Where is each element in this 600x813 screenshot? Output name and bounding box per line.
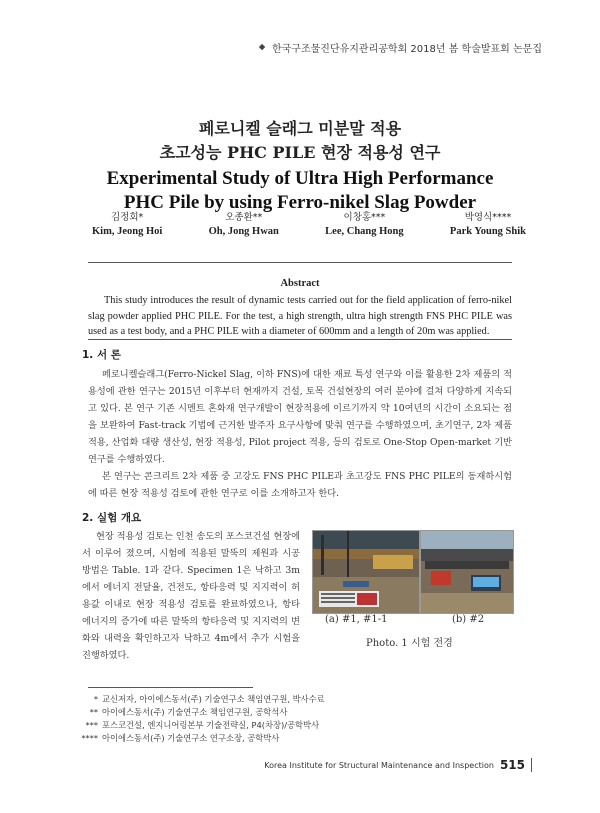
photo-title: Photo. 1 시험 전경 xyxy=(366,638,453,649)
section1-paragraph1: 페로니켈슬래그(Ferro-Nickel Slag, 이하 FNS)에 대한 재료 특성 연구와 이를 활용한 2차 제품의 적용성에 관한 연구는 2015년 이후부터 현재까지 건설, 토목 건설현장의 여러 분야에 걸쳐 다양하게 지속되고 있다. 본 연구 기존 시멘트 혼화재 연구개발이 현장적용에 이르기까지 약 10여년의 시간이 소요되는 점을 보완하여 Fast-track 기법에 근거한 발주자 요구사항에 맞춰 연구를 수행하였으며, 초기연구, 2차 제품 적용, 산업화 대량 생산성, 현장 적용성, Pilot project 적용, 등의 검토로 One-Stop Open-market 기반연구를 수행하였다. xyxy=(88,369,512,465)
divider xyxy=(88,339,512,340)
site-photo-b-image xyxy=(421,531,513,613)
author-name-english: Lee, Chang Hong xyxy=(325,226,404,237)
footnote: *** 포스코건설, 엔지니어링본부 기술전략실, P4(차장)/공학박사 xyxy=(85,720,320,730)
page-footer xyxy=(264,758,532,772)
abstract-heading: Abstract xyxy=(280,278,320,289)
conference-name: 한국구조물진단유지관리공학회 2018년 봄 학술발표회 논문집 xyxy=(271,44,542,55)
author-name-korean: 오종환** xyxy=(225,212,263,223)
author-name-korean: 이창홍*** xyxy=(343,212,386,223)
author-list xyxy=(92,211,526,239)
abstract-body: This study introduces the result of dynamic tests carried out for the field application of ferro-nikel slag powder applied PHC PILE. For the test, a high strength, ultra high strength FNS PHC PILE was used as a test body, and a PHC PILE with a diameter of 600mm and a length of 20m was applied. xyxy=(88,295,512,337)
footnote-divider xyxy=(88,687,253,688)
photo-site-b xyxy=(420,530,514,614)
divider xyxy=(88,262,512,263)
author xyxy=(450,211,526,239)
footer-institute: Korea Institute for Structural Maintenance and Inspection xyxy=(264,760,494,770)
photo-caption-b: (b) #2 xyxy=(452,614,485,625)
section2-paragraph: 현장 적용성 검토는 인천 송도의 포스코건설 현장에서 이루어 졌으며, 시험에 적용된 말뚝의 제원과 시공방법은 Table. 1과 같다. Specimen 1은 낙하고 3m에서 에너지 전달율, 건전도, 항타응력 및 지지력이 허용값 이내로 현장 적용성 검토를 완료하였으나, 항타 에너지의 증가에 따른 말뚝의 항타응력 및 지지력의 변화와 내력을 확인하고자 낙하고 4m에서 추가 시험을 진행하였다. xyxy=(82,531,300,661)
title-english-line2: PHC Pile by using Ferro-nikel Slag Powder xyxy=(123,192,477,213)
author xyxy=(92,211,162,239)
author xyxy=(209,211,279,239)
author-name-korean: 박영식**** xyxy=(464,212,512,223)
title-english-line1: Experimental Study of Ultra High Performance xyxy=(106,168,494,189)
footnote: * 교신저자, 아이에스동서(주) 기술연구소 책임연구원, 박사수료 xyxy=(93,694,325,704)
site-photo-a-image xyxy=(313,531,419,613)
photo-caption-a: (a) #1, #1-1 xyxy=(325,614,388,625)
author-name-english: Park Young Shik xyxy=(449,226,526,237)
title-korean-line1: 페로니켈 슬래그 미분말 적용 xyxy=(198,119,402,138)
footnote: **** 아이에스동서(주) 기술연구소 연구소장, 공학박사 xyxy=(81,733,280,743)
author-name-english: Oh, Jong Hwan xyxy=(208,226,279,237)
diamond-bullet-icon xyxy=(258,43,267,52)
author-name-english: Kim, Jeong Hoi xyxy=(92,226,163,237)
section2-heading: 2. 실험 개요 xyxy=(82,512,142,524)
title-korean-line2: 초고성능 PHC PILE 현장 적용성 연구 xyxy=(159,143,441,162)
photo-site-a xyxy=(312,530,420,614)
author xyxy=(325,211,403,239)
author-name-korean: 김정회* xyxy=(111,212,144,223)
conference-header xyxy=(258,40,542,55)
footer-bar xyxy=(531,758,532,772)
section1-paragraph2: 본 연구는 콘크리트 2차 제품 중 고강도 FNS PHC PILE과 초고강도 FNS PHC PILE의 동재하시험에 따른 현장 적용성 검토에 관한 연구로 이를 소개하고자 한다. xyxy=(88,471,512,499)
footnote: ** 아이에스동서(주) 기술연구소 책임연구원, 공학석사 xyxy=(89,707,288,717)
section1-heading: 1. 서 론 xyxy=(82,349,121,361)
page-number: 515 xyxy=(499,758,525,772)
